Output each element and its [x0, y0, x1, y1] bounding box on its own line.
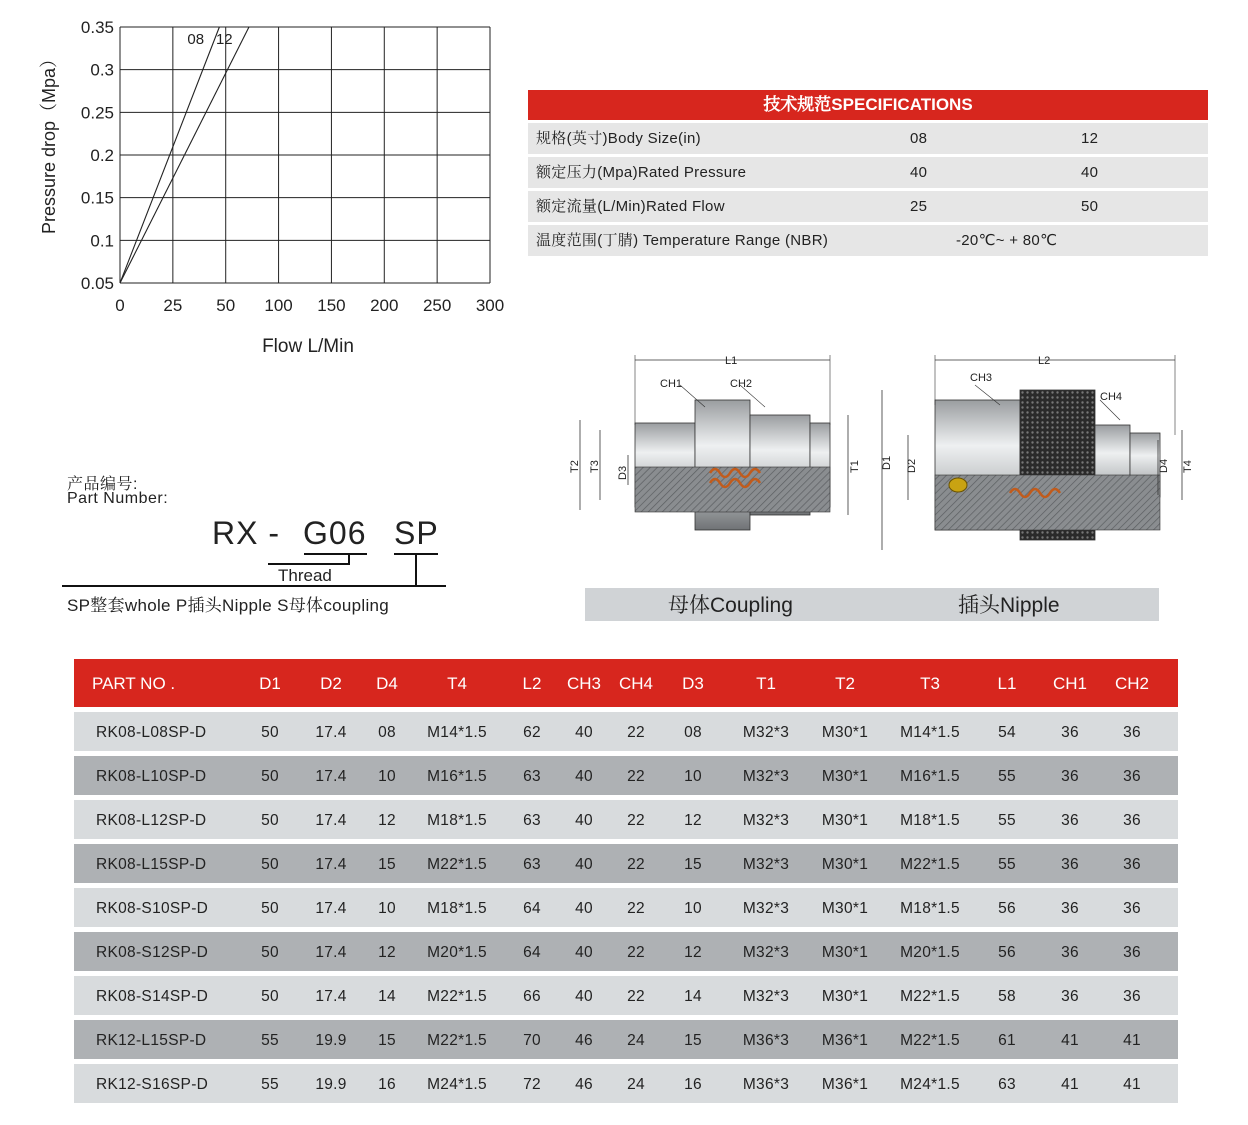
table-row	[74, 888, 1178, 927]
x-tick-label: 25	[163, 296, 183, 315]
table-cell: 22	[627, 856, 645, 873]
x-tick-label: 100	[264, 296, 293, 315]
table-cell: 46	[575, 1032, 593, 1049]
x-tick-label: 0	[115, 296, 125, 315]
part-number-legend: SP整套whole P插头Nipple S母体coupling	[67, 596, 390, 615]
caption-nipple: 插头Nipple	[958, 594, 1060, 617]
spec-row-body-size	[528, 123, 1208, 154]
table-cell: 64	[523, 900, 541, 917]
table-cell: 40	[575, 944, 593, 961]
table-cell: M30*1	[821, 944, 869, 961]
table-cell: 36	[1123, 724, 1141, 741]
column-header: D3	[682, 674, 704, 693]
spec-value-12: 40	[1081, 164, 1099, 181]
table-cell: 22	[627, 724, 645, 741]
table-cell: 14	[378, 988, 396, 1005]
spec-label: 额定压力(Mpa)Rated Pressure	[536, 164, 747, 181]
table-cell: 63	[998, 1076, 1016, 1093]
table-cell: 15	[378, 856, 396, 873]
table-cell: 40	[575, 988, 593, 1005]
table-cell: 19.9	[315, 1076, 347, 1093]
thread-bracket	[268, 563, 350, 565]
table-row	[74, 800, 1178, 839]
table-cell: 55	[261, 1032, 279, 1049]
column-header: CH3	[566, 674, 602, 693]
table-cell: M36*3	[742, 1076, 790, 1093]
table-row	[74, 844, 1178, 883]
table-cell: M32*3	[742, 944, 790, 961]
spec-label: 规格(英寸)Body Size(in)	[536, 130, 701, 147]
table-cell: M30*1	[821, 724, 869, 741]
table-cell: 36	[1123, 988, 1141, 1005]
table-cell: 56	[998, 900, 1016, 917]
table-cell: 22	[627, 988, 645, 1005]
part-number-cell: RK08-L08SP-D	[96, 724, 207, 741]
table-cell: 12	[378, 812, 396, 829]
table-cell: 50	[261, 988, 279, 1005]
dim-T2: T2	[569, 460, 581, 473]
y-tick-label: 0.2	[90, 146, 114, 165]
y-tick-label: 0.35	[80, 18, 114, 37]
x-tick-label: 200	[370, 296, 399, 315]
coupling-drawing	[569, 355, 861, 530]
thread-underline	[304, 553, 367, 555]
spec-label: 温度范围(丁腈) Temperature Range (NBR)	[536, 232, 829, 249]
table-cell: M18*1.5	[427, 812, 487, 829]
spec-row-rated-pressure	[528, 157, 1208, 188]
table-cell: M22*1.5	[900, 856, 960, 873]
spec-value-12: 50	[1081, 198, 1099, 215]
table-cell: 24	[627, 1076, 645, 1093]
table-cell: M20*1.5	[900, 944, 960, 961]
table-cell: 41	[1123, 1032, 1141, 1049]
table-cell: 10	[684, 768, 702, 785]
column-header: T3	[920, 674, 940, 693]
part-prefix: RX -	[212, 515, 280, 551]
table-cell: 62	[523, 724, 541, 741]
spec-value-temperature: -20℃~ + 80℃	[956, 232, 1058, 249]
table-cell: 64	[523, 944, 541, 961]
dim-CH1: CH1	[660, 378, 683, 390]
dim-D4: D4	[1158, 458, 1170, 473]
table-cell: M30*1	[821, 812, 869, 829]
caption-coupling: 母体Coupling	[668, 594, 793, 617]
dim-D2: D2	[906, 458, 918, 473]
table-cell: 10	[378, 768, 396, 785]
table-cell: M18*1.5	[427, 900, 487, 917]
table-cell: 08	[378, 724, 396, 741]
table-cell: 22	[627, 812, 645, 829]
specifications-table	[528, 90, 1208, 256]
dim-D1: D1	[881, 455, 893, 470]
table-cell: 14	[684, 988, 702, 1005]
part-number-cell: RK08-S14SP-D	[96, 988, 209, 1005]
table-cell: 12	[684, 812, 702, 829]
table-cell: 55	[998, 768, 1016, 785]
table-cell: 50	[261, 812, 279, 829]
table-cell: 63	[523, 856, 541, 873]
table-cell: M36*3	[742, 1032, 790, 1049]
table-cell: 46	[575, 1076, 593, 1093]
part-number-cell: RK08-L12SP-D	[96, 812, 207, 829]
table-cell: M32*3	[742, 900, 790, 917]
part-number-cell: RK08-L10SP-D	[96, 768, 207, 785]
drawing-caption-bar	[585, 588, 1159, 621]
table-cell: M14*1.5	[427, 724, 487, 741]
table-cell: 36	[1123, 900, 1141, 917]
dim-L2: L2	[1038, 355, 1051, 367]
y-tick-label: 0.3	[90, 60, 114, 80]
table-row	[74, 712, 1178, 751]
table-row	[74, 1020, 1178, 1059]
table-cell: M20*1.5	[427, 944, 487, 961]
pressure-drop-chart	[0, 0, 520, 370]
column-header: CH4	[618, 674, 654, 693]
table-cell: M32*3	[742, 724, 790, 741]
table-cell: 40	[575, 812, 593, 829]
table-cell: 63	[523, 812, 541, 829]
table-cell: M22*1.5	[427, 856, 487, 873]
dim-T4: T4	[1182, 460, 1194, 473]
table-cell: 15	[684, 856, 702, 873]
table-cell: M32*3	[742, 812, 790, 829]
table-row	[74, 976, 1178, 1015]
column-header: L1	[997, 674, 1017, 693]
part-number-label-en: Part Number:	[67, 490, 169, 507]
table-cell: M16*1.5	[900, 768, 960, 785]
spec-value-08: 25	[910, 198, 928, 215]
table-cell: 40	[575, 724, 593, 741]
table-cell: 36	[1061, 900, 1079, 917]
dim-CH3: CH3	[970, 372, 993, 384]
table-cell: 40	[575, 900, 593, 917]
table-cell: 17.4	[315, 724, 347, 741]
series-label-08: 08	[187, 31, 205, 48]
table-cell: 55	[261, 1076, 279, 1093]
table-cell: 40	[575, 768, 593, 785]
x-tick-label: 300	[475, 296, 505, 315]
table-cell: 19.9	[315, 1032, 347, 1049]
part-number-cell: RK12-L15SP-D	[96, 1032, 207, 1049]
thread-label: Thread	[278, 566, 332, 585]
part-number-cell: RK08-S10SP-D	[96, 900, 209, 917]
table-cell: 41	[1123, 1076, 1141, 1093]
table-cell: M30*1	[821, 856, 869, 873]
spec-value-08: 08	[910, 130, 928, 147]
part-thread-code: G06	[303, 515, 367, 551]
table-cell: 36	[1061, 944, 1079, 961]
spec-row-temperature	[528, 225, 1208, 256]
legend-line	[62, 585, 446, 587]
table-cell: 22	[627, 944, 645, 961]
dim-T1: T1	[849, 460, 861, 473]
table-cell: 36	[1061, 812, 1079, 829]
y-tick-label: 0.05	[80, 274, 114, 293]
part-number-cell: RK08-S12SP-D	[96, 944, 209, 961]
table-row	[74, 756, 1178, 795]
table-cell: 12	[684, 944, 702, 961]
table-cell: 54	[998, 724, 1016, 741]
part-number-cell: RK12-S16SP-D	[96, 1076, 209, 1093]
table-cell: 36	[1061, 768, 1079, 785]
spec-label: 额定流量(L/Min)Rated Flow	[536, 198, 725, 215]
spec-row-rated-flow	[528, 191, 1208, 222]
table-cell: 56	[998, 944, 1016, 961]
table-cell: 17.4	[315, 944, 347, 961]
table-cell: 50	[261, 856, 279, 873]
table-cell: 22	[627, 900, 645, 917]
coupling-nipple-drawing	[560, 345, 1210, 570]
column-header: D1	[259, 674, 281, 693]
table-cell: 17.4	[315, 768, 347, 785]
column-header: T1	[756, 674, 776, 693]
table-cell: 16	[684, 1076, 702, 1093]
table-cell: 22	[627, 768, 645, 785]
table-cell: 36	[1061, 724, 1079, 741]
table-cell: 36	[1123, 768, 1141, 785]
series-label-12: 12	[215, 31, 233, 48]
part-number-cell: RK08-L15SP-D	[96, 856, 207, 873]
y-axis-label: Pressure drop（Mpa）	[39, 49, 59, 235]
table-cell: 41	[1061, 1032, 1079, 1049]
y-tick-labels	[81, 18, 114, 293]
table-cell: 50	[261, 900, 279, 917]
dim-D3: D3	[617, 465, 629, 480]
y-tick-label: 0.15	[80, 188, 114, 208]
table-cell: 66	[523, 988, 541, 1005]
part-suffix: SP	[394, 515, 439, 551]
column-header: L2	[522, 674, 542, 693]
table-cell: 08	[684, 724, 702, 741]
table-cell: M32*3	[742, 856, 790, 873]
column-header: T2	[835, 674, 855, 693]
table-cell: 36	[1123, 944, 1141, 961]
table-cell: M22*1.5	[900, 988, 960, 1005]
table-cell: 72	[523, 1076, 541, 1093]
table-row	[74, 932, 1178, 971]
table-cell: M22*1.5	[427, 988, 487, 1005]
table-cell: 17.4	[315, 988, 347, 1005]
dim-CH2: CH2	[730, 378, 753, 390]
table-cell: 55	[998, 812, 1016, 829]
table-cell: M14*1.5	[900, 724, 960, 741]
table-cell: M22*1.5	[427, 1032, 487, 1049]
column-header: CH1	[1052, 674, 1088, 693]
table-cell: M36*1	[821, 1032, 869, 1049]
table-cell: 40	[575, 856, 593, 873]
x-tick-label: 50	[216, 296, 236, 315]
table-cell: M24*1.5	[900, 1076, 960, 1093]
table-cell: 55	[998, 856, 1016, 873]
column-header: T4	[447, 674, 467, 693]
table-cell: M32*3	[742, 768, 790, 785]
table-cell: M30*1	[821, 988, 869, 1005]
chart-grid	[120, 27, 490, 283]
table-cell: M30*1	[821, 900, 869, 917]
table-cell: M16*1.5	[427, 768, 487, 785]
table-cell: 10	[684, 900, 702, 917]
nipple-drawing	[881, 355, 1194, 550]
x-axis-label: Flow L/Min	[262, 336, 354, 357]
table-cell: 50	[261, 768, 279, 785]
table-cell: 17.4	[315, 900, 347, 917]
table-cell: M22*1.5	[900, 1032, 960, 1049]
table-cell: M18*1.5	[900, 812, 960, 829]
table-cell: 17.4	[315, 856, 347, 873]
table-header	[74, 659, 1178, 707]
table-cell: 36	[1123, 812, 1141, 829]
column-header: D4	[376, 674, 398, 693]
x-tick-labels	[115, 296, 504, 315]
table-cell: M24*1.5	[427, 1076, 487, 1093]
y-tick-label: 0.1	[90, 231, 114, 251]
table-cell: M18*1.5	[900, 900, 960, 917]
spec-value-12: 12	[1081, 130, 1099, 147]
column-header: PART NO .	[92, 674, 176, 693]
part-number-label-cn: 产品编号:	[67, 476, 138, 493]
table-cell: M32*3	[742, 988, 790, 1005]
table-cell: 36	[1061, 988, 1079, 1005]
table-cell: 12	[378, 944, 396, 961]
table-cell: 61	[998, 1032, 1016, 1049]
table-row	[74, 1064, 1178, 1103]
table-cell: 24	[627, 1032, 645, 1049]
table-cell: 63	[523, 768, 541, 785]
table-cell: 58	[998, 988, 1016, 1005]
table-cell: 50	[261, 944, 279, 961]
table-cell: 70	[523, 1032, 541, 1049]
part-dimensions-table	[74, 659, 1178, 1103]
table-cell: 15	[684, 1032, 702, 1049]
spec-value-08: 40	[910, 164, 928, 181]
table-cell: 15	[378, 1032, 396, 1049]
table-cell: 10	[378, 900, 396, 917]
dim-T3: T3	[589, 460, 601, 473]
x-tick-label: 150	[317, 296, 346, 315]
suffix-connector	[415, 553, 417, 586]
table-cell: 36	[1123, 856, 1141, 873]
dim-CH4: CH4	[1100, 391, 1123, 403]
thread-connector	[348, 553, 350, 563]
table-cell: M30*1	[821, 768, 869, 785]
x-tick-label: 250	[422, 296, 452, 315]
table-cell: 16	[378, 1076, 396, 1093]
column-header: D2	[320, 674, 342, 693]
y-tick-label: 0.25	[80, 103, 114, 123]
dim-L1: L1	[725, 355, 738, 367]
column-header: CH2	[1114, 674, 1150, 693]
table-cell: 36	[1061, 856, 1079, 873]
table-cell: 41	[1061, 1076, 1079, 1093]
table-cell: 17.4	[315, 812, 347, 829]
table-cell: M36*1	[821, 1076, 869, 1093]
table-cell: 50	[261, 724, 279, 741]
specifications-title: 技术规范SPECIFICATIONS	[528, 90, 1208, 120]
